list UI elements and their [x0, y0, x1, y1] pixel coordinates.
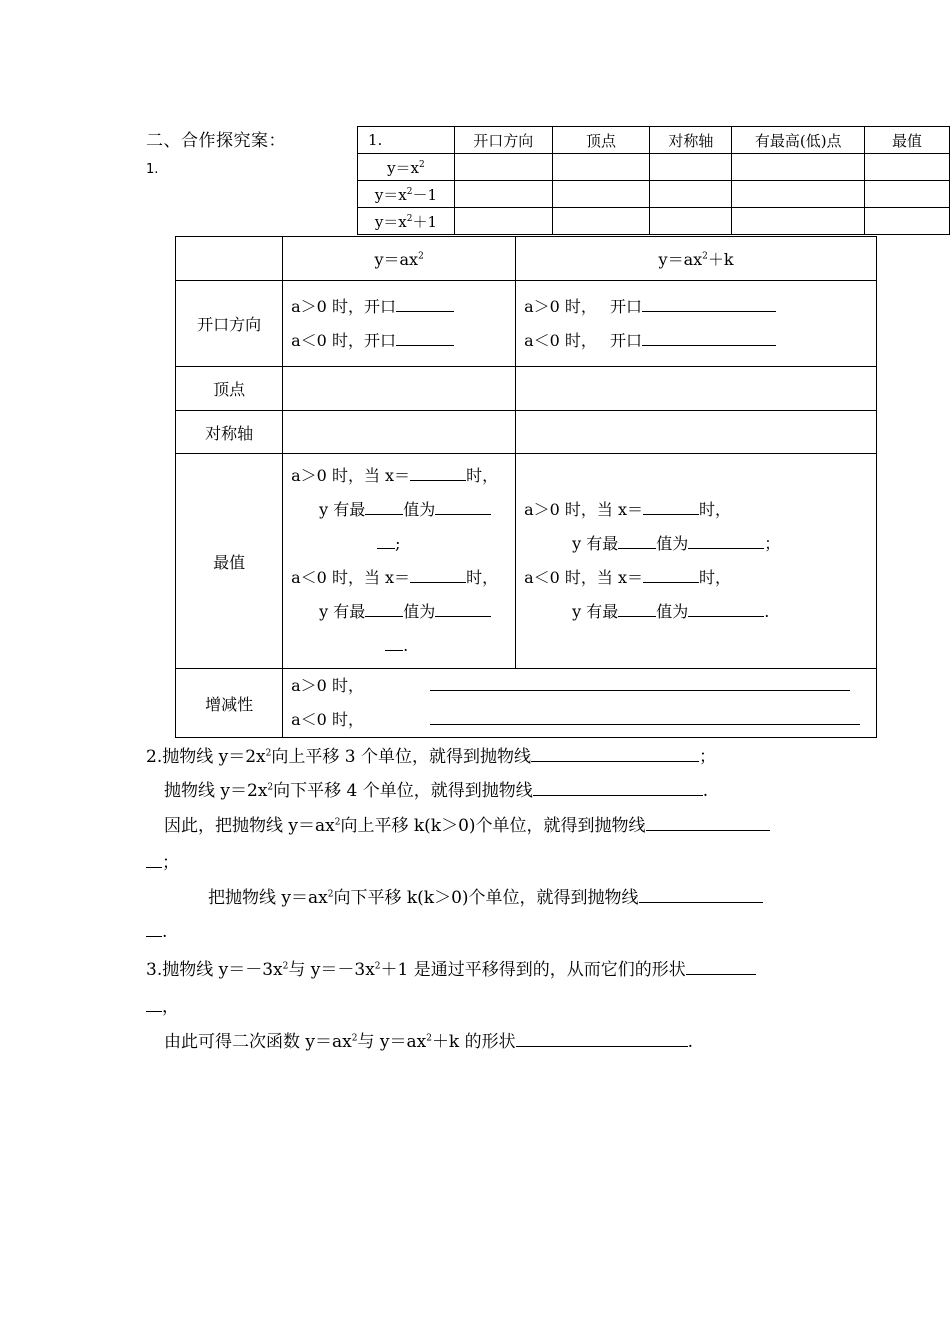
- summary-table-header: [358, 127, 950, 154]
- blank-cell[interactable]: [732, 181, 865, 208]
- monotonicity-cell: a＞0 时， a＜0 时，: [283, 669, 877, 738]
- comparison-table: [175, 236, 877, 738]
- blank-cell[interactable]: [865, 154, 950, 181]
- blank-cell[interactable]: [865, 181, 950, 208]
- answer-blank[interactable]: [643, 498, 699, 515]
- answer-blank[interactable]: [642, 295, 776, 312]
- answer-blank[interactable]: [430, 674, 850, 691]
- row-label: 增减性: [176, 669, 283, 738]
- answer-blank[interactable]: [688, 532, 764, 549]
- blank-cell[interactable]: [650, 154, 732, 181]
- opening-cell-2: a＞0 时， 开口 a＜0 时， 开口: [516, 281, 877, 367]
- blank-cell[interactable]: [516, 367, 877, 411]
- row-label: 顶点: [176, 367, 283, 411]
- answer-blank[interactable]: [435, 498, 491, 515]
- header-cell: 对称轴: [650, 127, 732, 154]
- blank-cell[interactable]: [552, 208, 650, 235]
- row-monotonicity: [176, 669, 877, 738]
- answer-blank[interactable]: [531, 745, 699, 762]
- answer-blank[interactable]: [533, 779, 703, 796]
- blank-cell[interactable]: [650, 208, 732, 235]
- extremum-cell-2: a＞0 时，当 x＝ 时， y 有最 值为 ； a＜0 时，当 x＝ 时， y 有最 值为 .: [516, 454, 877, 669]
- blank-cell[interactable]: [516, 411, 877, 454]
- row-label: 最值: [176, 454, 283, 669]
- answer-blank[interactable]: [516, 1030, 688, 1047]
- row-extremum: [176, 454, 877, 669]
- extremum-cell-1: a＞0 时，当 x＝ 时， y 有最 值为 ; a＜0 时，当 x＝ 时， y 有最 值为 .: [283, 454, 516, 669]
- answer-blank[interactable]: [688, 600, 764, 617]
- section-title: 二、合作探究案：: [146, 131, 286, 151]
- answer-blank[interactable]: [435, 600, 491, 617]
- opening-cell-1: a＞0 时，开口 a＜0 时，开口: [283, 281, 516, 367]
- answer-blank[interactable]: [686, 958, 756, 975]
- answer-blank[interactable]: [410, 566, 466, 583]
- blank-cell[interactable]: [283, 411, 516, 454]
- q3-line-3: 由此可得二次函数 $y=ax^2$与 $y=ax^2+k$ 的形状 .: [164, 1032, 694, 1052]
- q2-line-4: ；: [146, 848, 179, 873]
- header-cell: 有最高(低)点: [732, 127, 865, 154]
- answer-blank[interactable]: [410, 464, 466, 481]
- q2-line-6: .: [146, 920, 167, 942]
- answer-blank[interactable]: [646, 814, 770, 831]
- header-cell: 最值: [865, 127, 950, 154]
- function-cell: $y=x^2-1$: [358, 181, 455, 208]
- answer-blank[interactable]: [396, 329, 454, 346]
- q2-line-3: 因此，把抛物线 $y=ax^2$向上平移 k(k＞0)个单位，就得到抛物线: [164, 811, 770, 836]
- answer-blank[interactable]: [377, 532, 395, 549]
- table-row: [358, 181, 950, 208]
- answer-blank[interactable]: [639, 886, 763, 903]
- answer-blank[interactable]: [618, 600, 656, 617]
- answer-blank[interactable]: [146, 995, 162, 1012]
- answer-blank[interactable]: [146, 920, 162, 937]
- blank-cell[interactable]: [454, 181, 552, 208]
- answer-blank[interactable]: [385, 634, 403, 651]
- answer-blank[interactable]: [365, 498, 403, 515]
- row-label: 开口方向: [176, 281, 283, 367]
- q2-line-2: 抛物线 $y=2x^2$向下平移 4 个单位，就得到抛物线 .: [164, 781, 709, 801]
- blank-cell[interactable]: [732, 154, 865, 181]
- blank-cell[interactable]: [454, 154, 552, 181]
- header-cell: 1.: [358, 127, 455, 154]
- blank-cell[interactable]: [865, 208, 950, 235]
- section-number: 1.: [146, 162, 159, 177]
- blank-cell[interactable]: [650, 181, 732, 208]
- table-row: [358, 154, 950, 181]
- answer-blank[interactable]: [643, 566, 699, 583]
- q2-line-5: 把抛物线 $y=ax^2$向下平移 k(k＞0)个单位，就得到抛物线: [208, 883, 763, 908]
- row-axis: [176, 411, 877, 454]
- blank-cell[interactable]: [552, 154, 650, 181]
- function-cell: $y=x^2$: [358, 154, 455, 181]
- table-row: [358, 208, 950, 235]
- q3-line-2: ，: [146, 992, 179, 1017]
- answer-blank[interactable]: [430, 708, 860, 725]
- answer-blank[interactable]: [365, 600, 403, 617]
- col-head-ax2k: $y=ax^2+k$: [516, 237, 877, 281]
- header-cell: 顶点: [552, 127, 650, 154]
- row-opening: [176, 281, 877, 367]
- blank-corner: [176, 237, 283, 281]
- answer-blank[interactable]: [642, 329, 776, 346]
- function-cell: $y=x^2+1$: [358, 208, 455, 235]
- blank-cell[interactable]: [454, 208, 552, 235]
- blank-cell[interactable]: [283, 367, 516, 411]
- header-cell: 开口方向: [454, 127, 552, 154]
- answer-blank[interactable]: [618, 532, 656, 549]
- row-label: 对称轴: [176, 411, 283, 454]
- answer-blank[interactable]: [146, 851, 162, 868]
- row-vertex: [176, 367, 877, 411]
- blank-cell[interactable]: [732, 208, 865, 235]
- col-head-ax2: $y=ax^2$: [283, 237, 516, 281]
- q2-line-1: 2.抛物线 $y=2x^2$向上平移 3 个单位，就得到抛物线 ；: [146, 747, 716, 767]
- blank-cell[interactable]: [552, 181, 650, 208]
- summary-table: [357, 126, 950, 235]
- comparison-header: [176, 237, 877, 281]
- q3-line-1: 3.抛物线 $y=-3x^2$与 $y=-3x^2+1$ 是通过平移得到的，从而它们的形状: [146, 955, 756, 980]
- answer-blank[interactable]: [396, 295, 454, 312]
